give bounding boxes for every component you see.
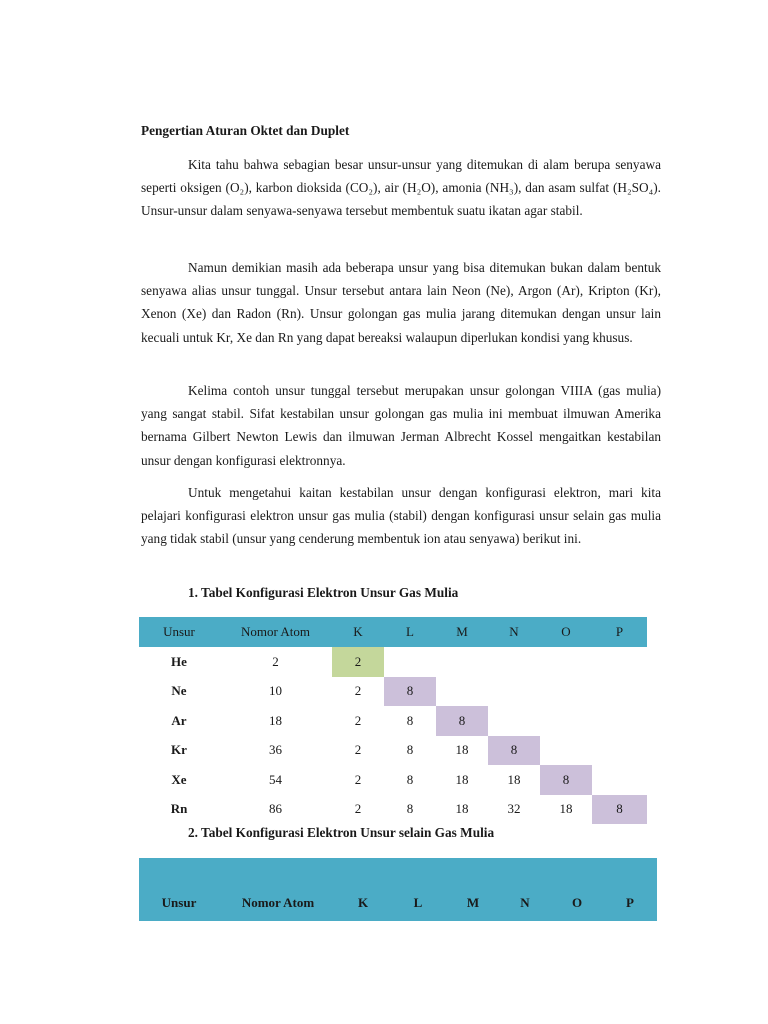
- shell-o-cell: 8: [540, 765, 592, 795]
- table2-caption: 2. Tabel Konfigurasi Elektron Unsur selain Gas Mulia: [188, 825, 495, 840]
- shell-p-cell: [592, 765, 647, 795]
- table-row: [139, 765, 647, 795]
- shell-p-cell: [592, 647, 647, 677]
- shell-n-cell: 18: [507, 771, 521, 787]
- shell-o-cell: [540, 677, 592, 707]
- table-row: [139, 795, 647, 825]
- table-row: [139, 647, 647, 677]
- header-cell: L: [389, 858, 447, 921]
- table1-caption: 1. Tabel Konfigurasi Elektron Unsur Gas Mulia: [188, 585, 459, 600]
- atomic-number-cell: 18: [269, 712, 282, 728]
- element-cell: Ne: [171, 683, 187, 699]
- atomic-number-cell: 54: [269, 771, 282, 787]
- shell-n-cell: [488, 647, 540, 677]
- shell-l-cell: 8: [406, 742, 414, 758]
- shell-m-cell: 18: [455, 771, 469, 787]
- shell-k-cell: 2: [354, 801, 362, 817]
- header-cell: N: [499, 858, 551, 921]
- shell-m-cell: [436, 677, 488, 707]
- header-cell: M: [447, 858, 499, 921]
- table-header-row: [139, 617, 647, 647]
- shell-n-cell: 32: [507, 801, 521, 817]
- shell-m-cell: 8: [436, 706, 488, 736]
- shell-k-cell: 2: [354, 771, 362, 787]
- header-cell: K: [332, 617, 384, 647]
- shell-p-cell: [592, 706, 647, 736]
- header-cell: Nomor Atom: [219, 858, 337, 921]
- shell-l-cell: 8: [406, 712, 414, 728]
- shell-m-cell: [436, 647, 488, 677]
- shell-k-cell: 2: [354, 742, 362, 758]
- header-cell: Unsur: [139, 617, 219, 647]
- shell-p-cell: 8: [592, 795, 647, 825]
- shell-o-cell: [540, 647, 592, 677]
- table-header-row: [139, 858, 657, 921]
- header-cell: Unsur: [139, 858, 219, 921]
- shell-l-cell: 8: [406, 801, 414, 817]
- element-cell: Kr: [171, 742, 187, 758]
- element-cell: Rn: [170, 801, 188, 817]
- header-cell: O: [540, 617, 592, 647]
- header-cell: L: [384, 617, 436, 647]
- shell-l-cell: 8: [406, 771, 414, 787]
- shell-p-cell: [592, 677, 647, 707]
- shell-n-cell: [488, 706, 540, 736]
- shell-p-cell: [592, 736, 647, 766]
- noble-gas-config-table: [139, 617, 647, 824]
- shell-n-cell: [488, 677, 540, 707]
- header-cell: Nomor Atom: [219, 617, 332, 647]
- shell-k-cell: 2: [332, 647, 384, 677]
- shell-l-cell: 8: [384, 677, 436, 707]
- atomic-number-cell: 10: [269, 683, 282, 699]
- table-row: [139, 706, 647, 736]
- shell-o-cell: [540, 736, 592, 766]
- paragraph-3: Kelima contoh unsur tunggal tersebut merupakan unsur golongan VIIIA (gas mulia) yang sangat stabil. Sifat kestabilan unsur golongan gas mulia ini membuat ilmuwan Amerika bernama Gilbert Newton Lewis dan ilmuwan Jerman Albrecht Kossel mengaitkan kestabilan unsur dengan konfigurasi elektronnya.: [141, 383, 661, 468]
- document-heading: Pengertian Aturan Oktet dan Duplet: [141, 123, 350, 138]
- table-row: [139, 736, 647, 766]
- element-cell: He: [171, 653, 187, 669]
- shell-n-cell: 8: [488, 736, 540, 766]
- shell-k-cell: 2: [354, 712, 362, 728]
- table-row: [139, 677, 647, 707]
- shell-m-cell: 18: [455, 801, 469, 817]
- paragraph-4: Untuk mengetahui kaitan kestabilan unsur dengan konfigurasi elektron, mari kita pelajari konfigurasi elektron unsur gas mulia (stabil) dengan konfigurasi unsur selain gas mulia yang tidak stabil (unsur yang cenderung membentuk ion atau senyawa) berikut ini.: [141, 485, 661, 547]
- atomic-number-cell: 86: [269, 801, 282, 817]
- header-cell: K: [337, 858, 389, 921]
- header-cell: P: [592, 617, 647, 647]
- shell-k-cell: 2: [354, 683, 362, 699]
- atomic-number-cell: 36: [269, 742, 282, 758]
- header-cell: M: [436, 617, 488, 647]
- header-cell: O: [551, 858, 603, 921]
- shell-o-cell: [540, 706, 592, 736]
- paragraph-1: Kita tahu bahwa sebagian besar unsur-unsur yang ditemukan di alam berupa senyawa seperti oksigen (O₂), karbon dioksida (CO₂), air (H₂O), amonia (NH₃), dan asam sulfat (H₂SO₄). Unsur-unsur dalam senyawa-senyawa tersebut membentuk suatu ikatan agar stabil.: [141, 157, 661, 219]
- non-noble-gas-config-table: [139, 858, 657, 921]
- element-cell: Xe: [171, 771, 187, 787]
- shell-o-cell: 18: [559, 801, 573, 817]
- header-cell: N: [488, 617, 540, 647]
- shell-l-cell: [384, 647, 436, 677]
- atomic-number-cell: 2: [272, 653, 279, 669]
- paragraph-2: Namun demikian masih ada beberapa unsur yang bisa ditemukan bukan dalam bentuk senyawa alias unsur tunggal. Unsur tersebut antara lain Neon (Ne), Argon (Ar), Kripton (Kr), Xenon (Xe) dan Radon (Rn). Unsur golongan gas mulia jarang ditemukan dengan unsur lain kecuali untuk Kr, Xe dan Rn yang dapat bereaksi walaupun diperlukan kondisi yang khusus.: [141, 260, 661, 345]
- shell-m-cell: 18: [455, 742, 469, 758]
- header-cell: P: [603, 858, 657, 921]
- element-cell: Ar: [171, 712, 187, 728]
